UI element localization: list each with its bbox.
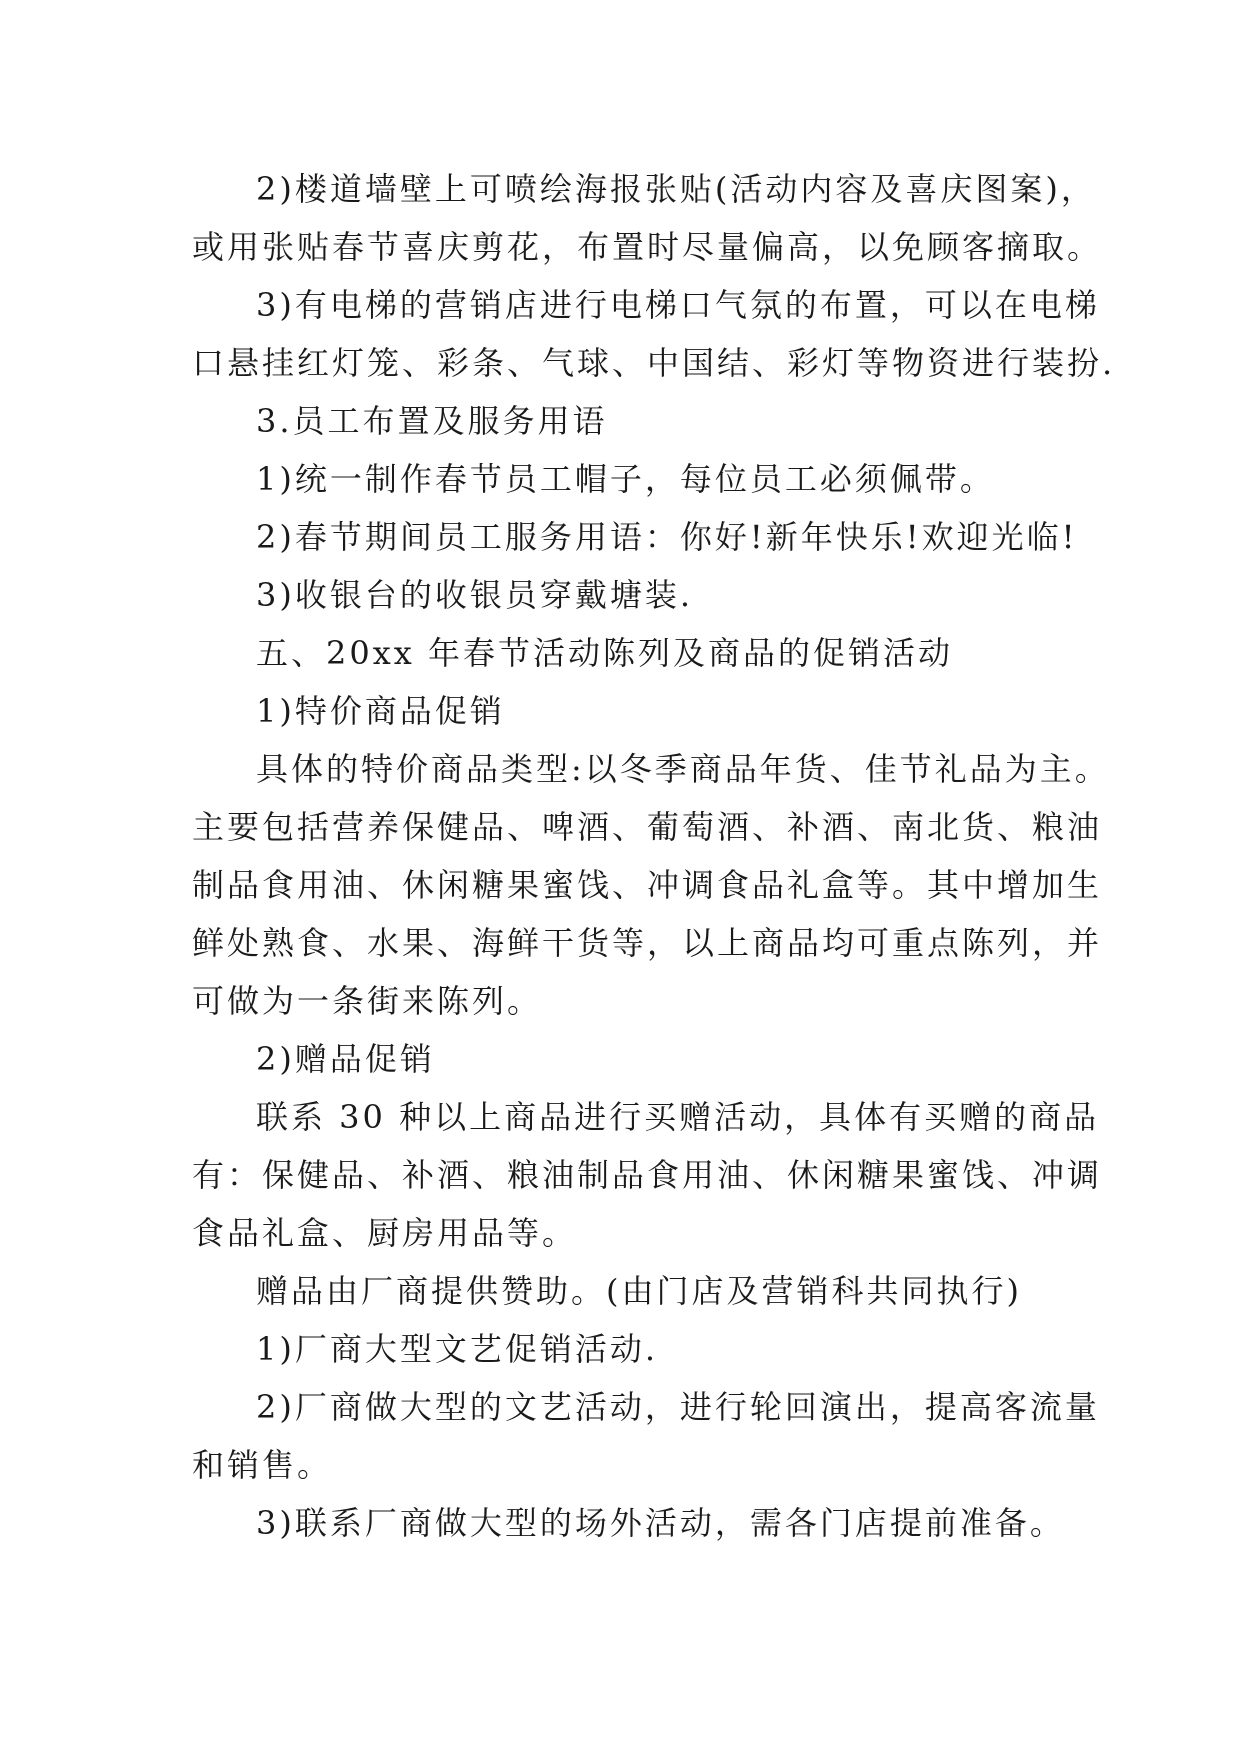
paragraph-line: 1)统一制作春节员工帽子，每位员工必须佩带。 — [256, 460, 995, 498]
paragraph-line: 3)联系厂商做大型的场外活动，需各门店提前准备。 — [256, 1504, 1065, 1542]
paragraph-line: 和销售。 — [192, 1446, 333, 1484]
subsection-heading: 2)赠品促销 — [256, 1040, 435, 1078]
paragraph-line: 可做为一条街来陈列。 — [192, 982, 543, 1020]
paragraph-line: 2)厂商做大型的文艺活动，进行轮回演出，提高客流量 — [256, 1388, 1100, 1426]
paragraph-line: 3)收银台的收银员穿戴塘装. — [256, 576, 694, 614]
paragraph-line: 鲜处熟食、水果、海鲜干货等，以上商品均可重点陈列，并 — [192, 924, 1103, 962]
paragraph-line: 制品食用油、休闲糖果蜜饯、冲调食品礼盒等。其中增加生 — [192, 866, 1103, 904]
paragraph-line: 或用张贴春节喜庆剪花，布置时尽量偏高，以免顾客摘取。 — [192, 228, 1103, 266]
paragraph-line: 食品礼盒、厨房用品等。 — [192, 1214, 578, 1252]
paragraph-line: 主要包括营养保健品、啤酒、葡萄酒、补酒、南北货、粮油 — [192, 808, 1103, 846]
section-heading: 五、20xx 年春节活动陈列及商品的促销活动 — [256, 634, 953, 672]
section-heading: 3.员工布置及服务用语 — [256, 402, 608, 440]
paragraph-line: 口悬挂红灯笼、彩条、气球、中国结、彩灯等物资进行装扮. — [192, 344, 1116, 382]
document-body — [192, 160, 1116, 1552]
paragraph-line: 2)楼道墙壁上可喷绘海报张贴(活动内容及喜庆图案)， — [256, 170, 1096, 208]
subsection-heading: 1)特价商品促销 — [256, 692, 505, 730]
paragraph-line: 具体的特价商品类型:以冬季商品年货、佳节礼品为主。 — [256, 750, 1110, 788]
paragraph-line: 2)春节期间员工服务用语：你好!新年快乐!欢迎光临! — [256, 518, 1078, 556]
paragraph-line: 1)厂商大型文艺促销活动. — [256, 1330, 659, 1368]
paragraph-line: 3)有电梯的营销店进行电梯口气氛的布置，可以在电梯 — [256, 286, 1100, 324]
paragraph-line: 联系 30 种以上商品进行买赠活动，具体有买赠的商品 — [256, 1098, 1100, 1136]
paragraph-line: 有：保健品、补酒、粮油制品食用油、休闲糖果蜜饯、冲调 — [192, 1156, 1103, 1194]
paragraph-line: 赠品由厂商提供赞助。(由门店及营销科共同执行) — [256, 1272, 1022, 1310]
